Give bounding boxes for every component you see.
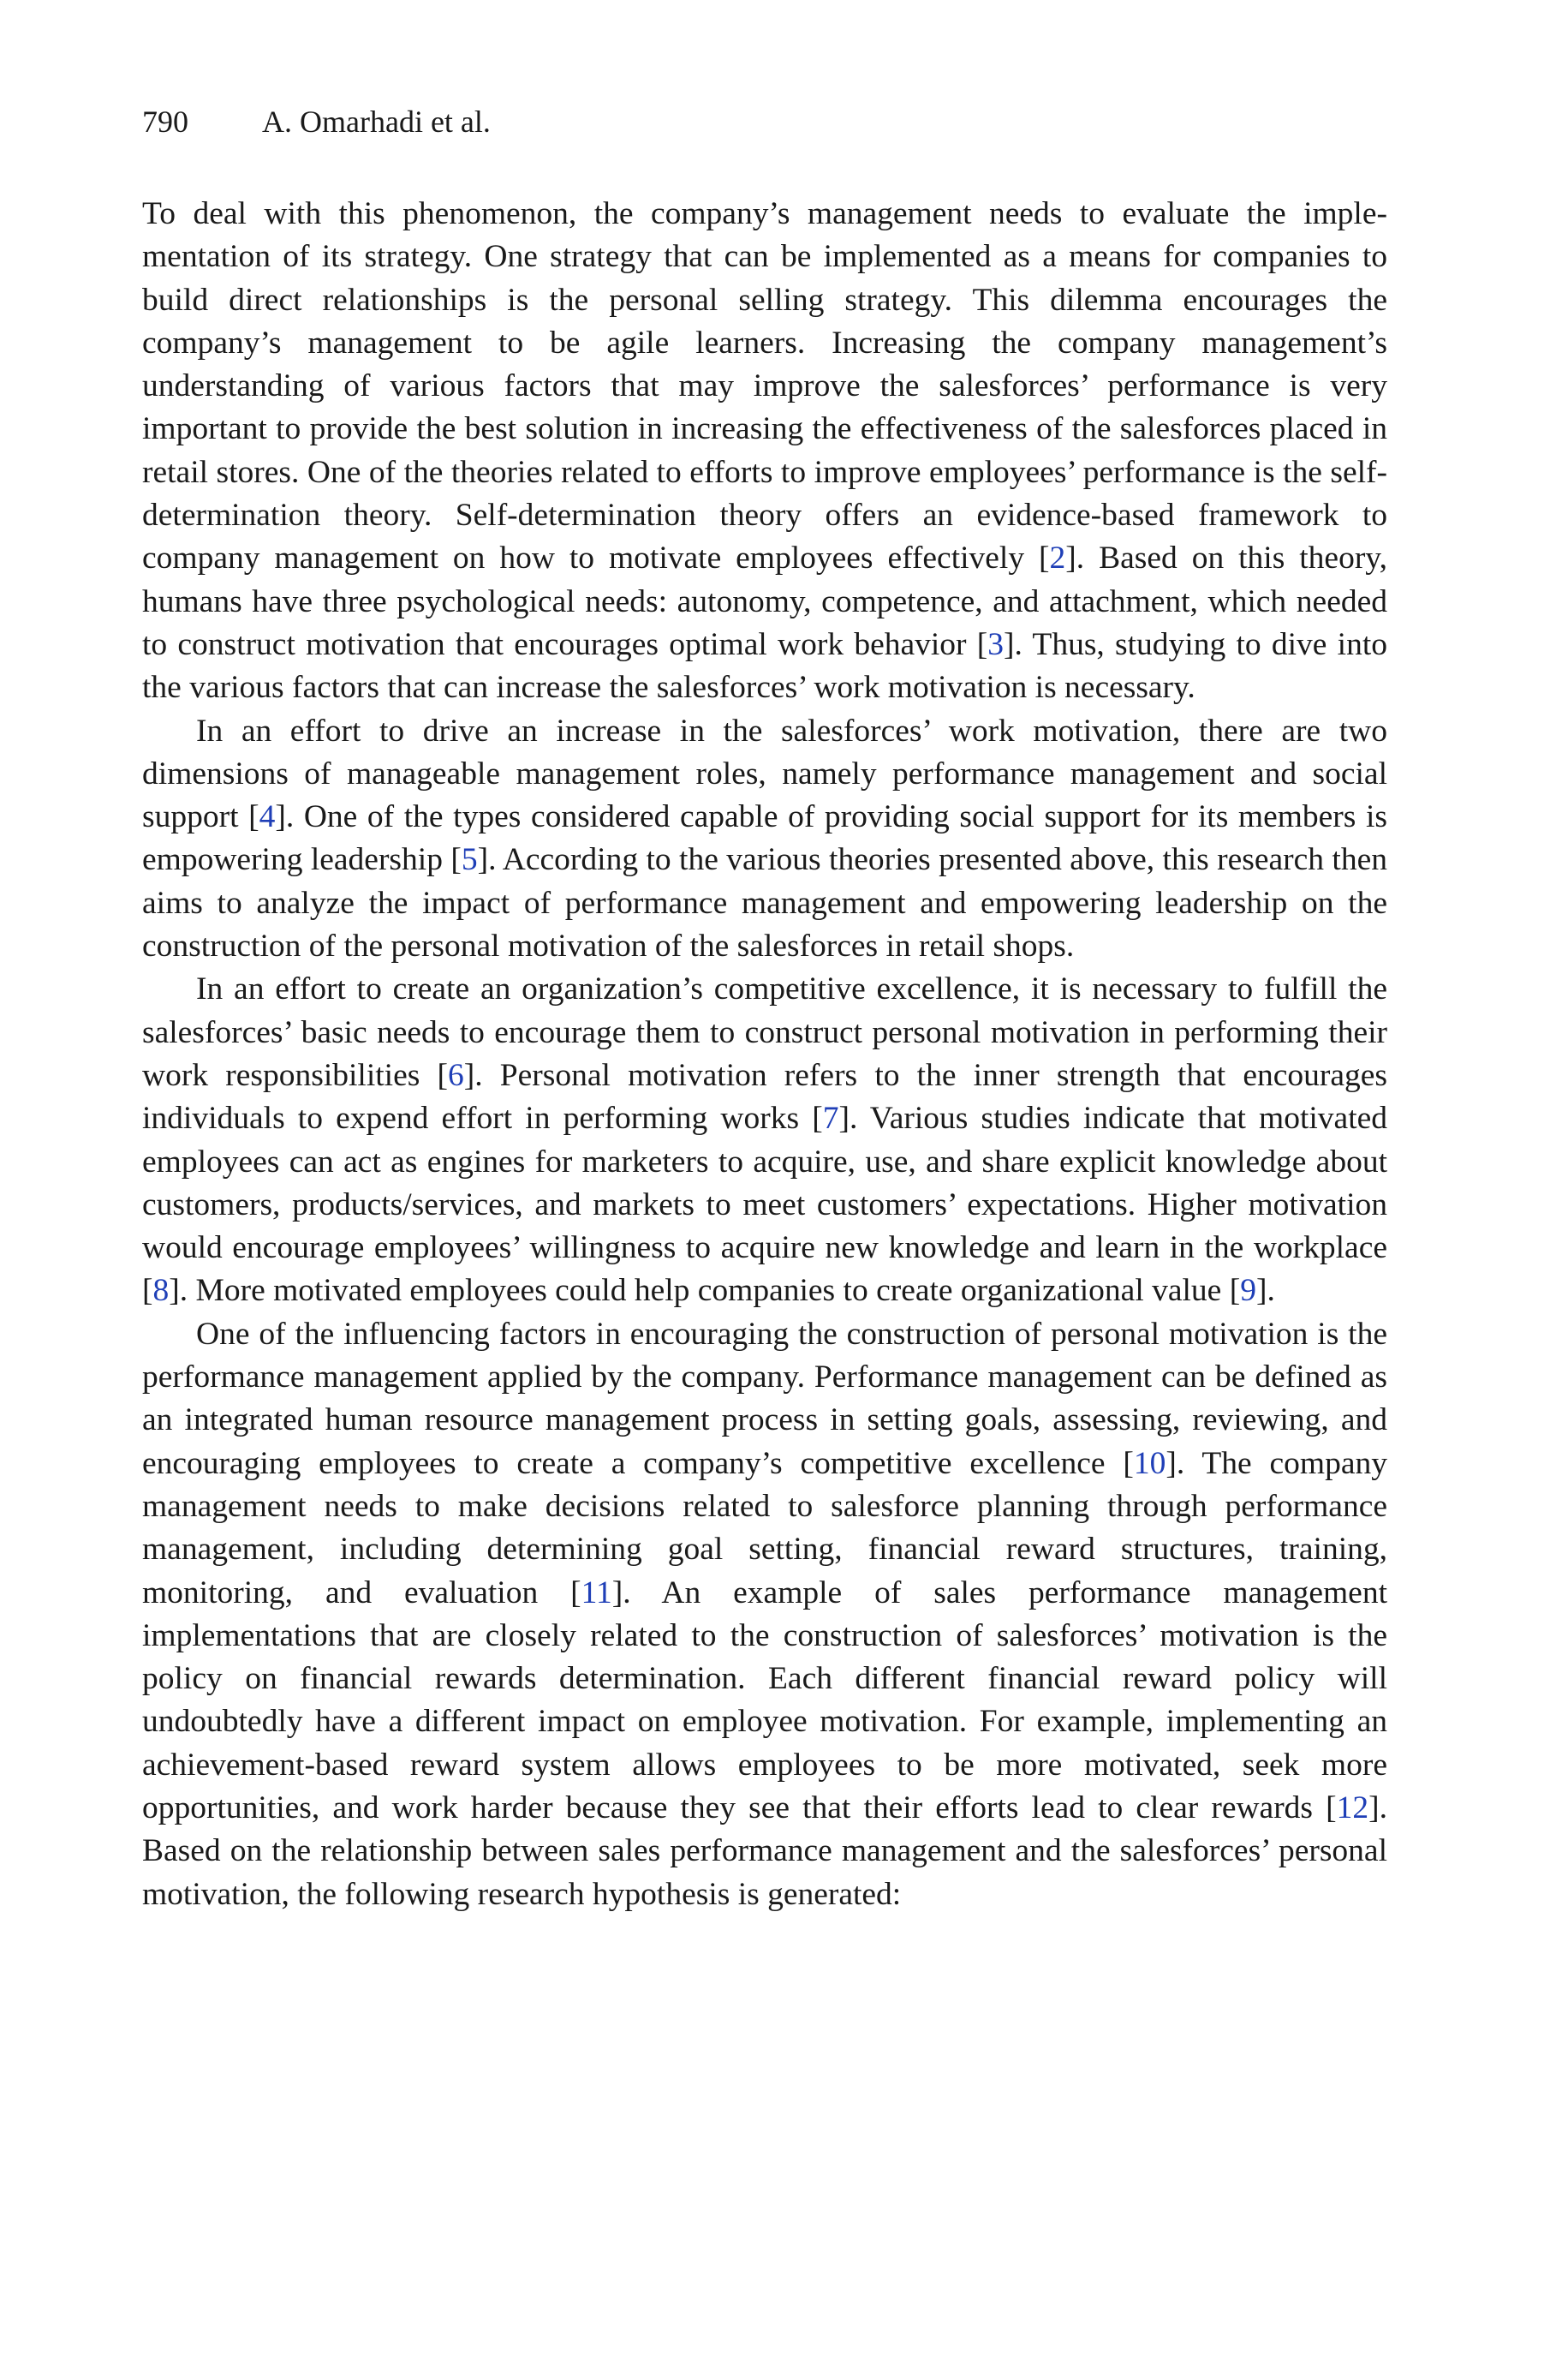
paragraph-text: To deal with this phenomenon, the company’s management needs to evaluate the implementation of its strategy. One strategy that can be implemented as a means for companies to build direct relationships is the personal selling strategy. This dilemma encourages the company’s management to be agile learners. Increasing the company management’s understanding of various factors that may improve the salesforces’ performance is very important to provide the best solution in increasing the effectiveness of the salesforces placed in retail stores. One of the theories related to efforts to improve employees’ performance is the self-determination theory. Self-determination theory offers an evidence-based framework to company management on how to motivate employees effectively: [142, 196, 1387, 577]
paragraph-text: ]. Based on the relationship between sales performance management and the salesforces’ personal motivation, the following research hypothesis is generated:: [142, 1789, 1387, 1912]
paragraph-text: ]. Thus, studying to dive into the various factors that can increase the salesforces’ work motivation is necessary.: [142, 626, 1388, 706]
paragraph-text: [: [1039, 541, 1050, 577]
paragraph-text: ]. Various studies indicate that motivated employees can act as engines for marketers to acquire, use, and share explicit knowledge about customers, products/services, and markets to meet customers’ expectations. Higher motivation would encourage employees’ willingness to acquire new knowledge and learn in the workplace [: [142, 1101, 1388, 1309]
citation-link[interactable]: 4: [259, 799, 276, 835]
citation-link[interactable]: 6: [448, 1057, 464, 1093]
citation-link[interactable]: 3: [987, 626, 1004, 662]
running-head: [142, 101, 491, 142]
paragraph-text: One of the influencing factors in encouraging the construction of personal motivation is the performance management applied by the company. Performance management can be defined as an integrated human resource management process in setting goals, assessing, reviewing, and encouraging employees to create a company’s competitive excellence [: [142, 1316, 1387, 1481]
paragraph-text: ]. According to the various theories presented above, this research then aims to analyze the impact of performance management and empowering leadership on the construction of the personal motivation of the salesforces in retail shops.: [142, 842, 1387, 965]
paragraph-text: ]. Based on this theory, humans have three psychological needs: autonomy, competence, and attachment, which needed to construct motivation that encourages optimal work behavior [: [142, 541, 1387, 662]
citation-link[interactable]: 10: [1133, 1445, 1166, 1481]
citation-link[interactable]: 11: [581, 1574, 612, 1610]
citation-link[interactable]: 12: [1336, 1789, 1369, 1825]
paragraph-text: ].: [1255, 1273, 1275, 1309]
citation-link[interactable]: 8: [152, 1273, 170, 1309]
paragraph-text: ]. One of the types considered capable of providing social support for its members is empowering leadership [: [142, 799, 1387, 878]
paragraph-text: In an effort to drive an increase in the salesforces’ work motivation, there are two dimensions of manageable management roles, namely performance management and social support [: [142, 713, 1387, 835]
running-title: A. Omarhadi et al.: [262, 105, 491, 139]
paragraph-4: [142, 1313, 1387, 1916]
paragraph-3: [142, 968, 1387, 1312]
page-number: 790: [142, 105, 188, 139]
paragraph-1: [142, 193, 1387, 710]
paragraph-text: ]. Personal motivation refers to the inner strength that encourages individuals to expend effort in performing works [: [142, 1057, 1387, 1137]
citation-link[interactable]: 9: [1240, 1273, 1256, 1309]
paragraph-text: In an effort to create an organization’s competitive excellence, it is necessary to fulfill the salesforces’ basic needs to encourage them to construct personal motivation in performing their work responsibilities [: [142, 971, 1387, 1093]
paragraph-text: ]. More motivated employees could help companies to create organizational value [: [169, 1273, 1241, 1309]
citation-link[interactable]: 2: [1049, 541, 1066, 577]
citation-link[interactable]: 5: [461, 842, 478, 878]
paragraph-text: ]. An example of sales performance management implementations that are closely related to the construction of salesforces’ motivation is the policy on financial rewards determination. Each different financial reward policy will undoubtedly have a different impact on employee motivation. For example, implementing an achievement-based reward system allows employees to be more motivated, seek more opportunities, and work harder because they see that their efforts lead to clear rewards [: [142, 1574, 1387, 1825]
paragraph-2: [142, 710, 1387, 969]
citation-link[interactable]: 7: [822, 1101, 839, 1137]
body-text: [142, 193, 1387, 1916]
paragraph-text: ]. The company management needs to make decisions related to salesforce planning through performance management, including determining goal setting, financial reward structures, training, monitoring, and evaluation [: [142, 1445, 1387, 1610]
